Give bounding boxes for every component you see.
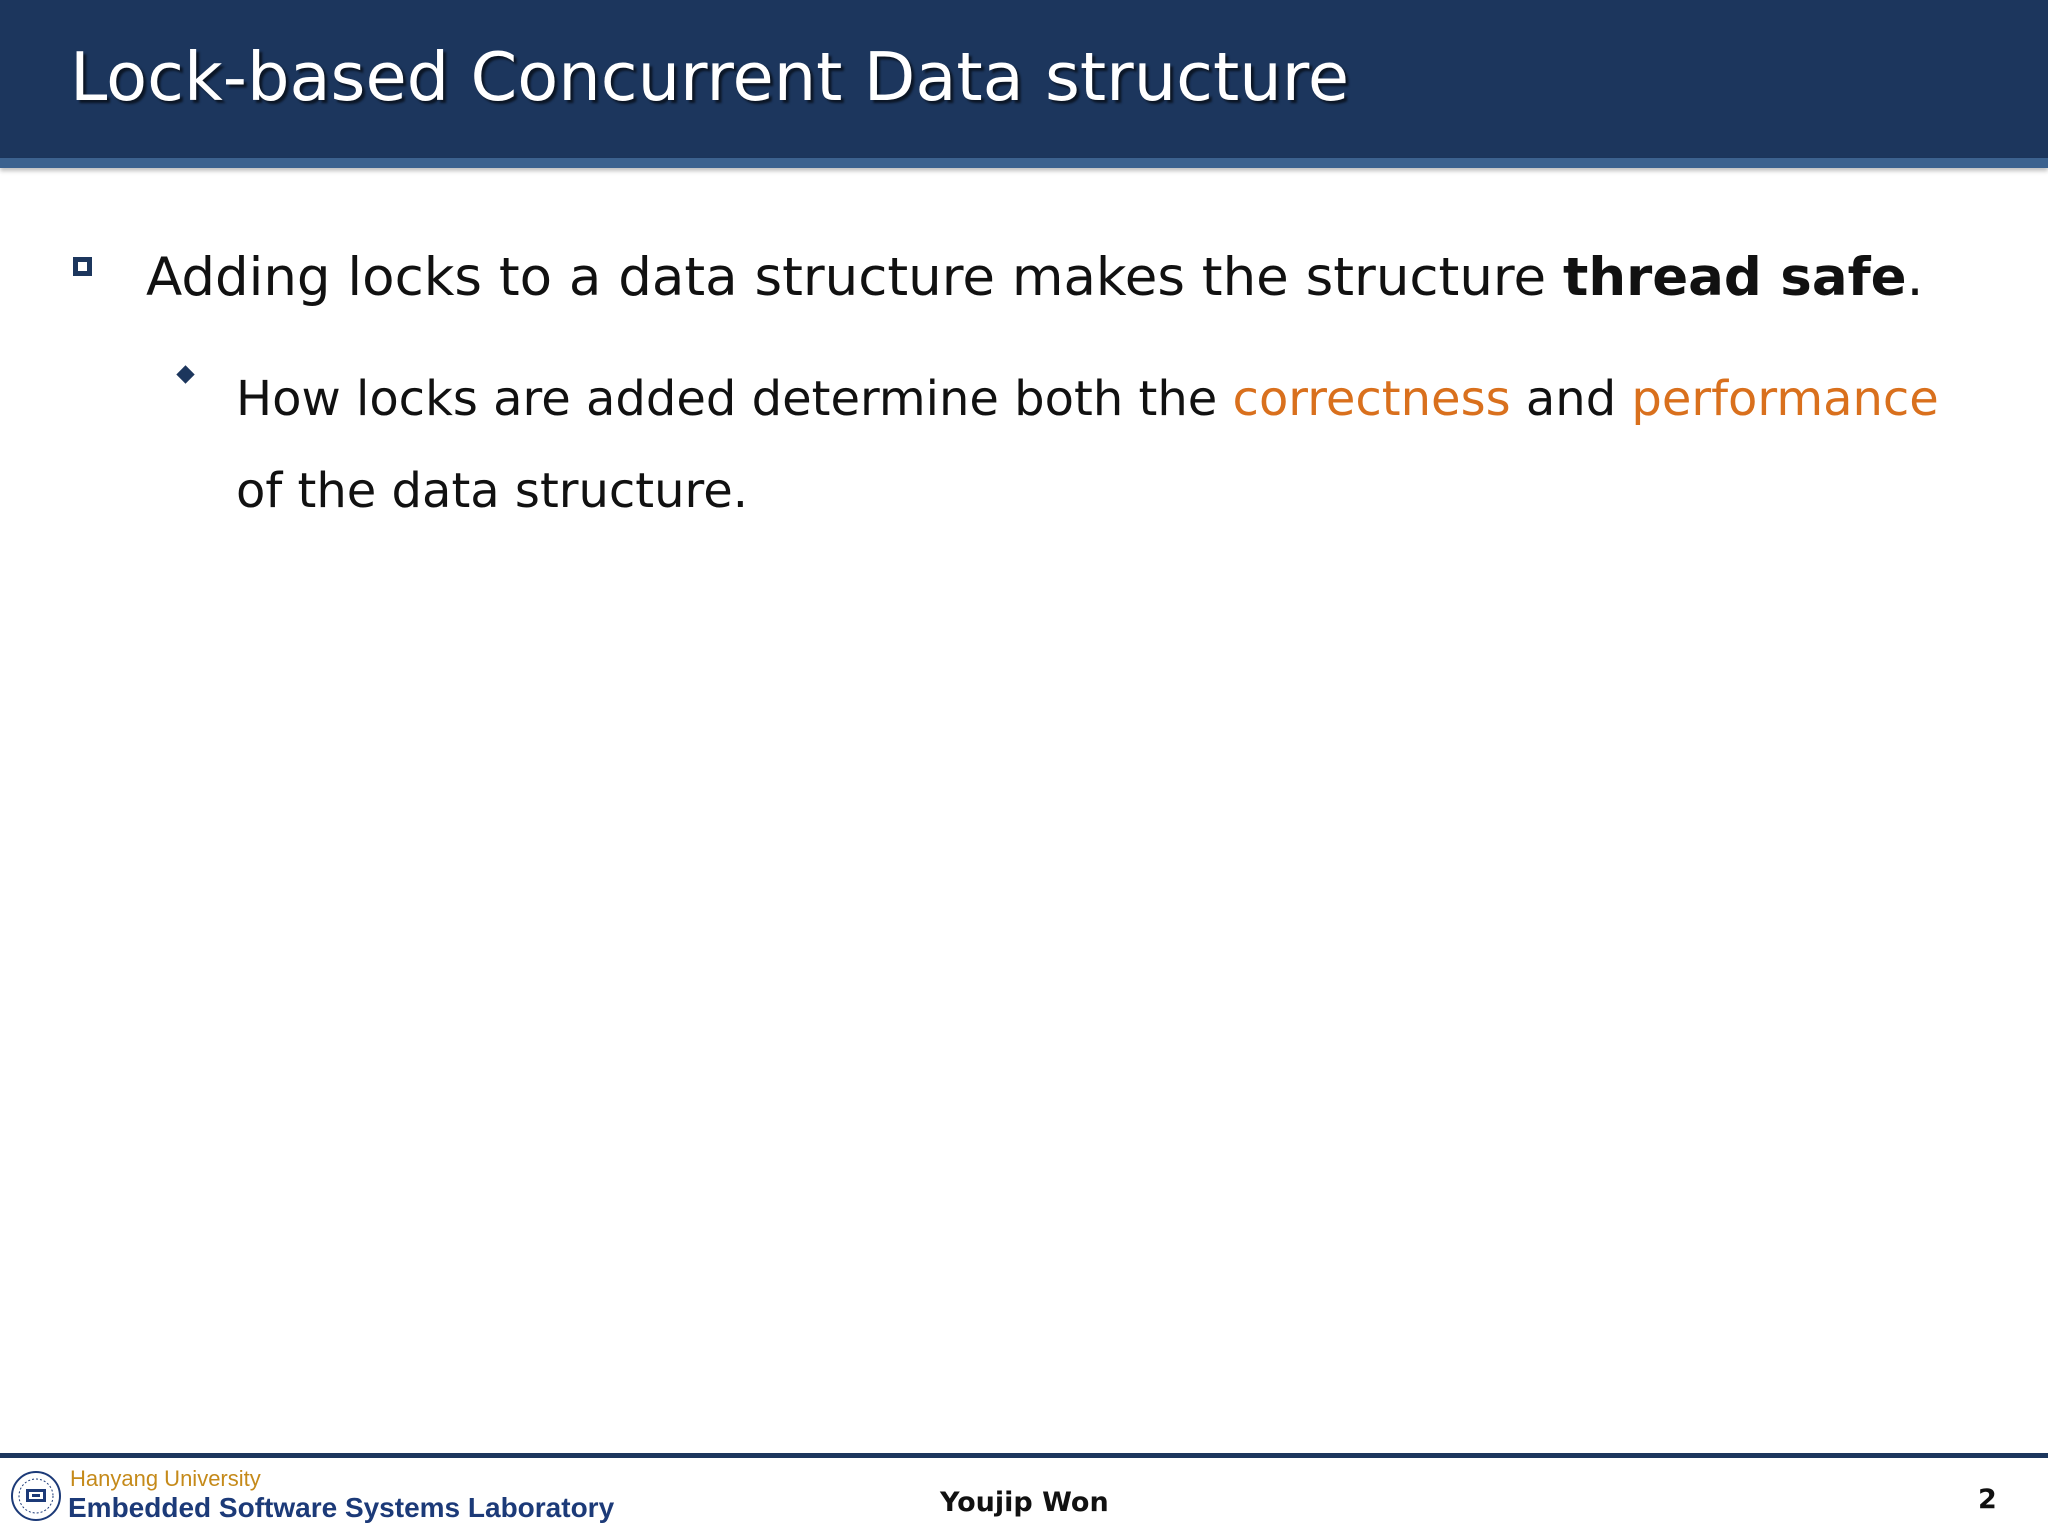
highlight-performance: performance: [1631, 371, 1939, 427]
university-seal-icon: [10, 1470, 62, 1522]
bullet2-text-c: of the data structure.: [236, 463, 749, 519]
bullet2-text-a: How locks are added determine both the: [236, 371, 1233, 427]
bullet1-end: .: [1906, 247, 1924, 308]
university-name: Hanyang University: [70, 1466, 261, 1491]
square-bullet-icon: [73, 257, 92, 276]
slide-title: Lock-based Concurrent Data structure: [70, 38, 1350, 116]
page-number: 2: [1978, 1484, 1997, 1515]
presenter-name: Youjip Won: [940, 1487, 1109, 1518]
lab-name: Embedded Software Systems Laboratory: [68, 1492, 615, 1523]
bullet1-text: Adding locks to a data structure makes the structure: [146, 247, 1563, 308]
footer-rule: [0, 1453, 2048, 1458]
title-accent-stripe: [0, 158, 2048, 168]
bullet-level1: [146, 247, 1923, 308]
bullet1-emphasis: thread safe: [1563, 247, 1907, 308]
lab-logo: [6, 1462, 626, 1532]
diamond-bullet-icon: [176, 365, 194, 383]
bullet-level2: [236, 353, 1976, 537]
highlight-correctness: correctness: [1232, 371, 1511, 427]
bullet2-text-b: and: [1510, 371, 1632, 427]
